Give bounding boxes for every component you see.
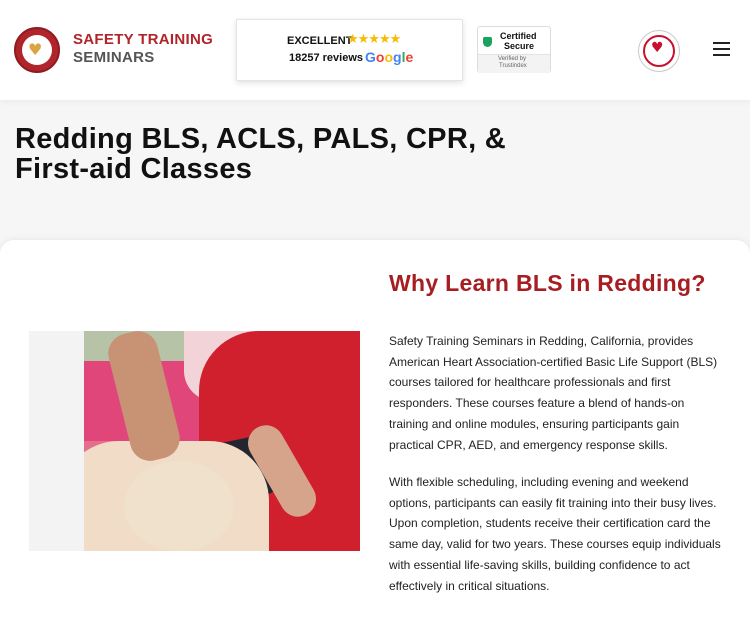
page-title-line2: First-aid Classes [15, 153, 253, 185]
brand-name-line1[interactable]: SAFETY TRAINING [73, 31, 214, 48]
google-logo: Google [365, 49, 414, 65]
shield-check-icon [483, 37, 492, 47]
certified-secure-badge[interactable] [477, 26, 551, 73]
paragraph-intro: Safety Training Seminars in Redding, California, provides American Heart Association-certified Basic Life Support (BLS) courses tailored for healthcare professionals and first responders. These courses feature a blend of hands-on training and online modules, ensuring participants gain practical CPR, AED, and emergency response skills. [389, 334, 718, 452]
paragraph-details: With flexible scheduling, including evening and weekend options, participants can easily fit training into their busy lives. Upon completion, students receive their certification card the same day, valid for two years. These courses equip individuals with essential life-saving skills, building confidence to act effectively in critical situations. [389, 475, 721, 593]
aha-authorized-seal-icon [638, 30, 680, 72]
site-header [0, 0, 750, 100]
page-title-line1: Redding BLS, ACLS, PALS, CPR, & [15, 123, 507, 155]
menu-bar [713, 48, 730, 50]
photo-shirt [29, 331, 84, 551]
hamburger-menu-icon[interactable] [713, 42, 731, 56]
rating-word: EXCELLENT [287, 35, 353, 47]
google-reviews-widget[interactable] [236, 19, 463, 81]
cert-title-line1: Certified [500, 31, 537, 41]
review-count: 18257 reviews [289, 52, 364, 64]
brand-name-line2[interactable]: SEMINARS [73, 49, 155, 66]
page-title [15, 124, 575, 184]
menu-bar [713, 42, 730, 44]
cert-title-line2: Secure [504, 41, 535, 51]
cert-sub-line2: Trustindex [499, 63, 527, 69]
cpr-training-photo [29, 331, 360, 551]
menu-bar [713, 54, 730, 56]
rating-stars-icon: ★★★★★ [347, 32, 401, 47]
brand-logo-icon[interactable] [14, 27, 60, 73]
cert-sub-line1: Verified by [498, 56, 527, 62]
seal-heart-icon: ♥ [651, 40, 664, 56]
section-heading: Why Learn BLS in Redding? [389, 270, 706, 296]
photo-manikin-head [124, 461, 234, 551]
logo-heart-icon: ♥ [28, 40, 43, 59]
